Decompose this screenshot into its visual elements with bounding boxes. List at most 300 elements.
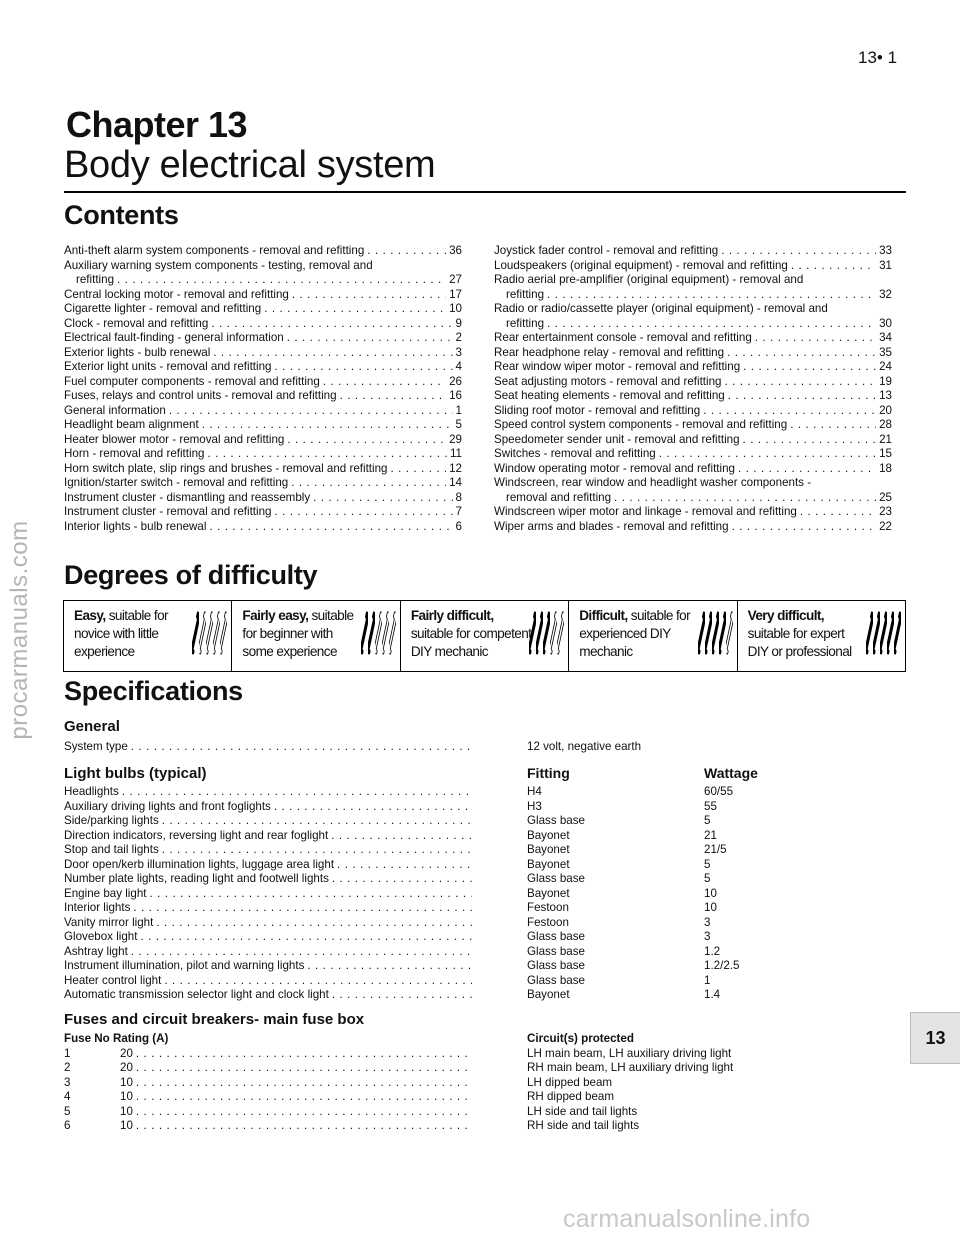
dot-leader (162, 843, 472, 858)
toc-entry-continuation: removal and refitting (506, 490, 612, 504)
toc-entry[interactable] (494, 418, 892, 433)
dot-leader (738, 462, 876, 477)
toc-entry[interactable] (494, 389, 892, 404)
dot-leader (367, 244, 446, 259)
bulb-location: Instrument illumination, pilot and warning lights (64, 959, 305, 972)
toc-entry-title: Speedometer sender unit - removal and refitting (494, 432, 740, 446)
toc-page-number: 15 (879, 447, 892, 460)
bulb-location: Automatic transmission selector light and clock light (64, 988, 329, 1001)
toc-entry-title: Radio aerial pre-amplifier (original equipment) - removal and (494, 273, 804, 286)
dot-leader (150, 887, 472, 902)
difficulty-scale (63, 600, 906, 672)
fuse-rating: 20 (120, 1061, 133, 1074)
toc-entry-title: Switches - removal and refitting (494, 447, 656, 460)
toc-entry-title: Horn - removal and refitting (64, 447, 205, 460)
toc-entry-title: Clock - removal and refitting (64, 316, 209, 330)
spanner-icon (726, 611, 733, 655)
bulb-label-cell (64, 974, 472, 989)
dot-leader (313, 491, 452, 506)
toc-entry[interactable] (64, 317, 462, 332)
fuse-circuit: LH main beam, LH auxiliary driving light (527, 1046, 732, 1060)
difficulty-level (231, 601, 399, 671)
dot-leader (547, 317, 876, 332)
toc-entry[interactable] (494, 259, 892, 274)
fuse-circuit: RH main beam, LH auxiliary driving light (527, 1061, 734, 1074)
bulb-location: Headlights (64, 785, 119, 798)
toc-page-number: 22 (879, 519, 892, 533)
fuse-rating-cell (120, 1119, 472, 1134)
chapter-title: Body electrical system (64, 144, 436, 186)
bulb-location: Engine bay light (64, 886, 147, 900)
toc-page-number: 18 (879, 461, 892, 475)
toc-entry-title: Headlight beam alignment (64, 418, 199, 431)
dot-leader (732, 520, 877, 535)
bulb-wattage: 1.4 (704, 988, 721, 1001)
dot-leader (133, 901, 472, 916)
dot-leader (800, 505, 876, 520)
fuse-circuit: RH side and tail lights (527, 1119, 640, 1132)
toc-entry-title: Interior lights - bulb renewal (64, 519, 207, 533)
difficulty-level (400, 601, 568, 671)
spanner-icon (375, 611, 382, 655)
dot-leader (275, 360, 453, 375)
toc-page-number: 24 (879, 360, 892, 373)
toc-entry-title: Sliding roof motor - removal and refitting (494, 403, 701, 417)
bulb-wattage: 5 (704, 872, 711, 885)
toc-page-number: 9 (455, 316, 462, 330)
bulb-wattage: 1 (704, 973, 711, 987)
toc-entry-title: Speed control system components - removal and refitting (494, 418, 788, 431)
toc-entry[interactable] (64, 288, 462, 303)
toc-page-number: 30 (879, 316, 892, 330)
toc-entry-title: Fuel computer components - removal and refitting (64, 374, 320, 388)
toc-page-number: 20 (879, 403, 892, 417)
bulb-location: Glovebox light (64, 930, 138, 943)
dot-leader (117, 273, 446, 288)
toc-entry[interactable] (64, 360, 462, 375)
toc-entry[interactable] (494, 360, 892, 375)
toc-entry[interactable] (64, 244, 462, 259)
bulb-fitting: Glass base (527, 930, 585, 943)
dot-leader (274, 800, 472, 815)
bulb-wattage: 1.2 (704, 944, 721, 958)
toc-page-number: 8 (455, 490, 462, 504)
spanner-icon (712, 611, 719, 655)
spanner-icon (536, 611, 543, 655)
toc-page-number: 10 (449, 302, 462, 315)
toc-entry[interactable] (494, 331, 892, 346)
toc-page-number: 33 (879, 244, 892, 257)
fuse-rating-cell (120, 1061, 472, 1076)
spanner-rating (698, 611, 733, 655)
dot-leader (332, 872, 472, 887)
spanner-rating (529, 611, 564, 655)
wattage-column-header: Wattage (704, 765, 758, 781)
bulb-location: Vanity mirror light (64, 915, 154, 929)
toc-entry-title: Central locking motor - removal and refitting (64, 287, 289, 301)
dot-leader (728, 389, 876, 404)
bulb-location: Interior lights (64, 901, 131, 914)
spanner-icon (389, 611, 396, 655)
toc-entry[interactable] (64, 375, 462, 390)
dot-leader (169, 404, 453, 419)
toc-entry-title: Exterior lights - bulb renewal (64, 345, 211, 359)
bulb-label-cell (64, 887, 472, 902)
dot-leader (136, 1047, 472, 1062)
bulb-wattage: 1.2/2.5 (704, 959, 740, 972)
spanner-icon (550, 611, 557, 655)
difficulty-level-name: Difficult, (579, 608, 628, 623)
spanner-icon (368, 611, 375, 655)
toc-page-number: 7 (455, 505, 462, 518)
fuse-rating-cell (120, 1076, 472, 1091)
dot-leader (136, 1061, 472, 1076)
toc-page-number: 31 (879, 258, 892, 272)
dot-leader (307, 959, 472, 974)
toc-entry[interactable] (494, 244, 892, 259)
toc-entry[interactable] (64, 433, 462, 448)
toc-page-number: 35 (879, 345, 892, 359)
dot-leader (323, 375, 446, 390)
toc-entry-title: Seat adjusting motors - removal and refitting (494, 374, 722, 388)
toc-entry[interactable] (494, 375, 892, 390)
toc-entry[interactable] (494, 520, 892, 535)
difficulty-desc: DIY mechanic (410, 644, 488, 659)
difficulty-level-name: Fairly easy, (242, 608, 309, 623)
difficulty-desc: for beginner with (242, 626, 333, 641)
bulb-fitting: Bayonet (527, 828, 570, 842)
toc-entry-title: Exterior light units - removal and refitting (64, 360, 272, 373)
dot-leader (743, 360, 876, 375)
toc-entry[interactable] (494, 447, 892, 462)
spanner-rating (192, 611, 227, 655)
bulb-wattage: 5 (704, 857, 711, 871)
toc-entry[interactable] (64, 505, 462, 520)
bulb-fitting: Bayonet (527, 988, 570, 1001)
dot-leader (724, 375, 876, 390)
bulb-location: Stop and tail lights (64, 843, 159, 856)
bulb-location: Auxiliary driving lights and front foglights (64, 799, 271, 813)
bulb-label-cell (64, 872, 472, 887)
toc-entry[interactable] (494, 317, 892, 332)
fuse-rating-cell (120, 1105, 472, 1120)
spanner-icon (543, 611, 550, 655)
difficulty-desc: suitable for competent (410, 626, 532, 641)
difficulty-desc: experienced DIY (579, 626, 671, 641)
fuse-number: 1 (64, 1046, 71, 1060)
spec-label-cell (64, 740, 472, 755)
bulb-wattage: 21 (704, 828, 717, 842)
bulb-wattage: 5 (704, 814, 711, 827)
spec-value: 12 volt, negative earth (527, 740, 642, 753)
title-rule (64, 191, 906, 193)
dot-leader (337, 858, 472, 873)
dot-leader (791, 259, 876, 274)
dot-leader (264, 302, 446, 317)
toc-entry-title: Rear headphone relay - removal and refitting (494, 345, 725, 359)
dot-leader (743, 433, 877, 448)
toc-page-number: 21 (879, 432, 892, 446)
fuse-number: 2 (64, 1061, 71, 1074)
dot-leader (136, 1105, 472, 1120)
dot-leader (547, 288, 876, 303)
bulb-label-cell (64, 829, 472, 844)
left-watermark (0, 0, 40, 1238)
fuse-number: 4 (64, 1090, 71, 1103)
bulb-fitting: Bayonet (527, 857, 570, 871)
contents-heading: Contents (64, 200, 179, 230)
fuse-rating-cell (120, 1047, 472, 1062)
difficulty-level-name: Fairly difficult, (410, 608, 494, 623)
spanner-icon (698, 611, 705, 655)
fuse-rating: 10 (120, 1090, 133, 1103)
spanner-icon (557, 611, 564, 655)
fuse-number: 3 (64, 1075, 71, 1089)
difficulty-heading: Degrees of difficulty (64, 560, 318, 590)
page-number: 13• 1 (858, 48, 898, 67)
dot-leader (209, 520, 452, 535)
spanner-icon (529, 611, 536, 655)
toc-page-number: 23 (879, 505, 892, 518)
toc-entry[interactable] (64, 273, 462, 288)
left-watermark-text: procarmanuals.com (6, 520, 33, 740)
dot-leader (721, 244, 876, 259)
dot-leader (340, 389, 447, 404)
bulb-fitting: Bayonet (527, 886, 570, 900)
dot-leader (211, 317, 452, 332)
spanner-icon (199, 611, 206, 655)
spanner-icon (213, 611, 220, 655)
toc-page-number: 17 (449, 287, 462, 301)
contents-right-column (494, 244, 892, 534)
dot-leader (136, 1119, 472, 1134)
toc-entry[interactable] (494, 404, 892, 419)
toc-page-number: 14 (449, 476, 462, 489)
toc-entry[interactable] (64, 476, 462, 491)
spanner-icon (866, 611, 873, 655)
difficulty-desc: suitable for expert (747, 626, 845, 641)
spanner-rating (866, 611, 901, 655)
fuse-rating: 10 (120, 1075, 133, 1089)
toc-entry[interactable] (494, 462, 892, 477)
difficulty-desc: mechanic (579, 644, 633, 659)
toc-entry-continuation: refitting (506, 316, 545, 330)
toc-page-number: 12 (449, 461, 462, 475)
specifications-heading: Specifications (64, 676, 243, 706)
bulb-fitting: Glass base (527, 959, 585, 972)
toc-entry-title: Cigarette lighter - removal and refitting (64, 302, 262, 315)
toc-entry[interactable] (494, 433, 892, 448)
toc-entry[interactable] (64, 302, 462, 317)
bulb-label-cell (64, 858, 472, 873)
spanner-icon (382, 611, 389, 655)
bulb-wattage: 10 (704, 886, 717, 900)
toc-entry[interactable] (64, 520, 462, 535)
toc-page-number: 19 (879, 374, 892, 388)
toc-entry[interactable] (64, 491, 462, 506)
bulb-label-cell (64, 843, 472, 858)
difficulty-level (737, 601, 905, 671)
spanner-icon (880, 611, 887, 655)
dot-leader (292, 288, 446, 303)
fuse-no-rating-header: Fuse No Rating (A) (64, 1032, 169, 1045)
toc-entry-title: Ignition/starter switch - removal and refitting (64, 476, 289, 489)
toc-entry-title: Instrument cluster - removal and refitting (64, 505, 272, 518)
dot-leader (213, 346, 452, 361)
bulb-fitting: H4 (527, 785, 542, 798)
difficulty-desc: DIY or professional (747, 644, 852, 659)
dot-leader (703, 404, 876, 419)
dot-leader (287, 433, 446, 448)
dot-leader (274, 505, 452, 520)
toc-page-number: 34 (879, 331, 892, 344)
dot-leader (391, 462, 447, 477)
toc-entry[interactable] (64, 418, 462, 433)
toc-entry-title: Joystick fader control - removal and refitting (494, 244, 719, 257)
dot-leader (332, 988, 472, 1003)
bulb-label-cell (64, 800, 472, 815)
bulb-label-cell (64, 988, 472, 1003)
toc-entry-title: Auxiliary warning system components - testing, removal and (64, 258, 373, 272)
toc-entry[interactable] (64, 462, 462, 477)
toc-page-number: 1 (455, 403, 462, 417)
fuse-rating: 10 (120, 1119, 133, 1132)
bulb-wattage: 3 (704, 930, 711, 943)
dot-leader (207, 447, 446, 462)
toc-entry-title: Horn switch plate, slip rings and brushes - removal and refitting (64, 461, 388, 475)
fuse-circuit: RH dipped beam (527, 1090, 615, 1103)
toc-entry[interactable] (64, 389, 462, 404)
toc-entry-title: Windscreen, rear window and headlight washer components - (494, 476, 812, 489)
fuses-heading: Fuses and circuit breakers- main fuse box (64, 1011, 365, 1028)
dot-leader (122, 785, 472, 800)
dot-leader (162, 814, 472, 829)
dot-leader (164, 974, 472, 989)
spanner-icon (873, 611, 880, 655)
bulb-label-cell (64, 785, 472, 800)
bulb-label-cell (64, 814, 472, 829)
chapter-side-tab: 13 (910, 1012, 960, 1064)
toc-entry-title: Rear window wiper motor - removal and refitting (494, 360, 741, 373)
fuse-number: 5 (64, 1104, 71, 1118)
toc-entry[interactable] (494, 346, 892, 361)
bulb-wattage: 3 (704, 915, 711, 929)
fitting-column-header: Fitting (527, 765, 570, 781)
toc-entry-title: Windscreen wiper motor and linkage - removal and refitting (494, 505, 797, 518)
bulb-wattage: 10 (704, 901, 717, 914)
dot-leader (287, 331, 453, 346)
dot-leader (755, 331, 876, 346)
contents-left-column (64, 244, 462, 534)
toc-entry[interactable] (64, 346, 462, 361)
toc-entry-title: Fuses, relays and control units - removal and refitting (64, 389, 337, 402)
bulb-location: Direction indicators, reversing light and rear foglight (64, 828, 329, 842)
bulb-label-cell (64, 901, 472, 916)
toc-entry-title: Instrument cluster - dismantling and reassembly (64, 490, 311, 504)
spanner-icon (705, 611, 712, 655)
toc-page-number: 5 (455, 418, 462, 431)
fuse-circuit: LH side and tail lights (527, 1104, 638, 1118)
difficulty-desc: experience (74, 644, 135, 659)
bulb-fitting: Glass base (527, 872, 585, 885)
toc-page-number: 11 (449, 447, 462, 460)
difficulty-level-name: Easy, (74, 608, 106, 623)
bulb-location: Door open/kerb illumination lights, luggage area light (64, 857, 335, 871)
fuse-rating-cell (120, 1090, 472, 1105)
bulb-location: Ashtray light (64, 944, 128, 958)
dot-leader (136, 1090, 472, 1105)
difficulty-desc: novice with little (74, 626, 159, 641)
difficulty-level-name: Very difficult, (747, 608, 824, 623)
toc-entry[interactable] (494, 288, 892, 303)
circuits-header: Circuit(s) protected (527, 1032, 634, 1045)
bulb-fitting: Glass base (527, 944, 585, 958)
spanner-icon (361, 611, 368, 655)
toc-page-number: 28 (879, 418, 892, 431)
fuse-rating: 10 (120, 1104, 133, 1118)
difficulty-desc: suitable for (105, 608, 168, 623)
bulb-fitting: H3 (527, 799, 542, 813)
toc-page-number: 36 (449, 244, 462, 257)
spanner-icon (894, 611, 901, 655)
bulb-fitting: Festoon (527, 915, 569, 929)
toc-entry-title: Electrical fault-finding - general information (64, 331, 284, 344)
bulb-wattage: 21/5 (704, 843, 727, 856)
spec-label: System type (64, 740, 128, 753)
toc-entry-continuation: refitting (76, 273, 115, 286)
bulb-wattage: 55 (704, 799, 717, 813)
dot-leader (790, 418, 876, 433)
bulb-label-cell (64, 916, 472, 931)
bulb-fitting: Glass base (527, 814, 585, 827)
toc-entry-title: Seat heating elements - removal and refitting (494, 389, 725, 402)
toc-page-number: 16 (449, 389, 462, 402)
toc-entry-title: Rear entertainment console - removal and refitting (494, 331, 752, 344)
fuse-rating: 20 (120, 1046, 133, 1060)
dot-leader (131, 740, 472, 755)
toc-entry[interactable] (494, 505, 892, 520)
spanner-icon (719, 611, 726, 655)
spanner-icon (887, 611, 894, 655)
toc-page-number: 27 (449, 273, 462, 286)
dot-leader (136, 1076, 472, 1091)
toc-entry[interactable] (64, 404, 462, 419)
difficulty-desc: suitable (308, 608, 354, 623)
dot-leader (131, 945, 472, 960)
toc-entry[interactable] (494, 491, 892, 506)
toc-entry-title: Heater blower motor - removal and refitting (64, 432, 285, 446)
spanner-icon (220, 611, 227, 655)
bulb-fitting: Festoon (527, 901, 569, 914)
bulb-wattage: 60/55 (704, 785, 734, 798)
spanner-rating (361, 611, 396, 655)
toc-entry-title: Loudspeakers (original equipment) - removal and refitting (494, 258, 788, 272)
toc-page-number: 29 (449, 432, 462, 446)
toc-entry[interactable] (64, 447, 462, 462)
dot-leader (659, 447, 876, 462)
toc-entry[interactable] (64, 331, 462, 346)
spanner-icon (206, 611, 213, 655)
dot-leader (140, 930, 472, 945)
toc-page-number: 6 (455, 519, 462, 533)
difficulty-desc: some experience (242, 644, 337, 659)
fuse-number: 6 (64, 1119, 71, 1132)
toc-page-number: 4 (455, 360, 462, 373)
toc-entry-title: Radio or radio/cassette player (original equipment) - removal and (494, 302, 828, 315)
toc-page-number: 3 (455, 345, 462, 359)
toc-page-number: 25 (879, 490, 892, 504)
bulb-label-cell (64, 945, 472, 960)
